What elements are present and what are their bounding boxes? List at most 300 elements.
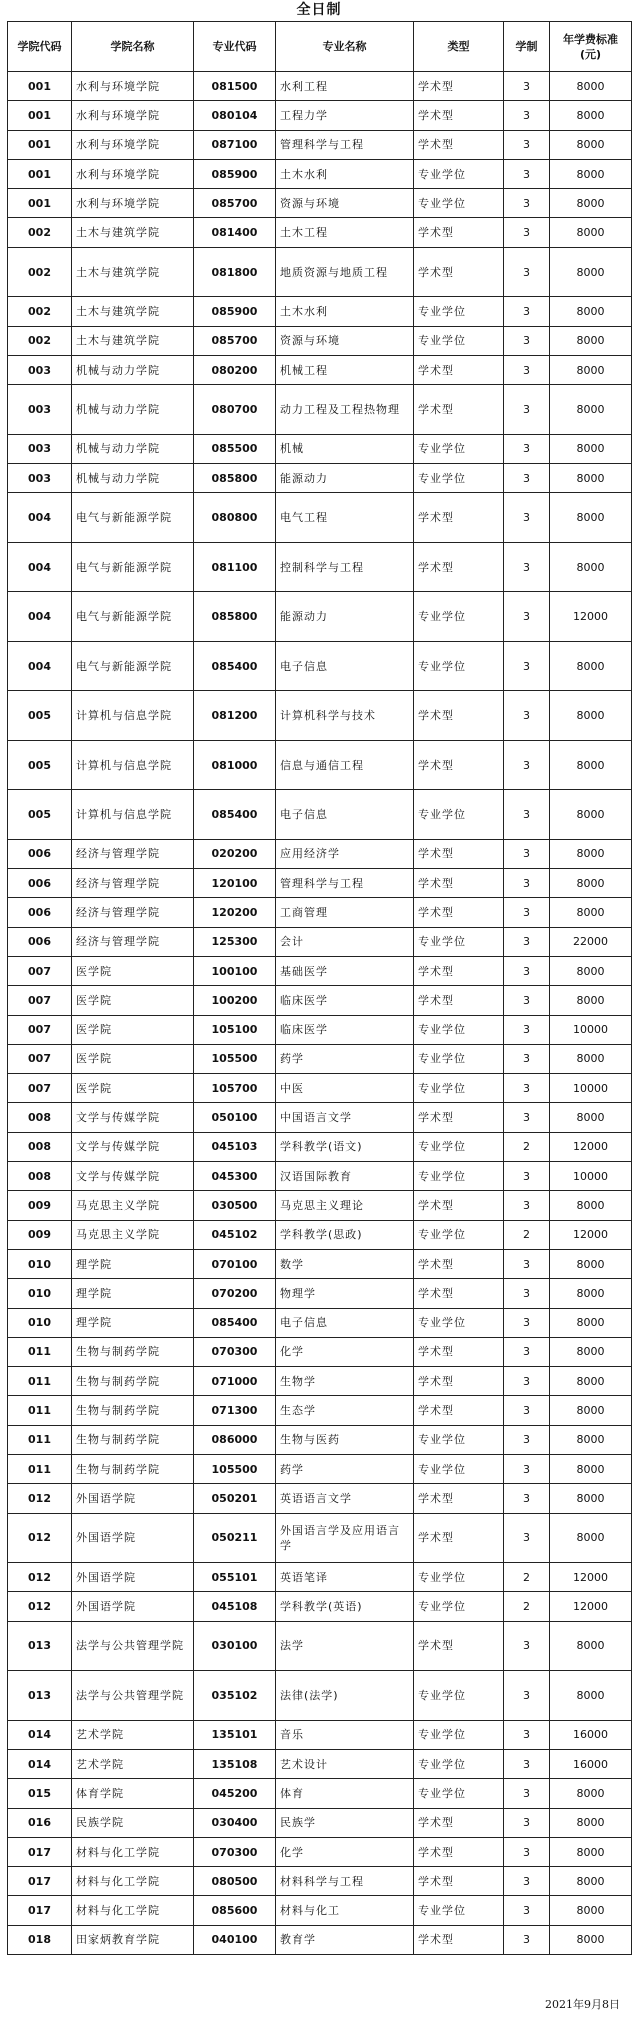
major-code-cell: 125300 [194, 927, 276, 956]
type-cell: 学术型 [414, 1837, 504, 1866]
fee-cell: 8000 [550, 1396, 632, 1425]
college-code-cell: 012 [8, 1563, 72, 1592]
major-name-cell: 法学 [276, 1621, 414, 1671]
college-name-cell: 经济与管理学院 [72, 839, 194, 868]
fee-cell: 8000 [550, 247, 632, 297]
college-code-cell: 001 [8, 101, 72, 130]
duration-cell: 3 [504, 1621, 550, 1671]
duration-cell: 3 [504, 1396, 550, 1425]
duration-cell: 3 [504, 1103, 550, 1132]
header-annual-fee: 年学费标准(元) [550, 22, 632, 72]
fee-cell: 8000 [550, 1621, 632, 1671]
table-row [8, 1925, 632, 1954]
fee-cell: 8000 [550, 1425, 632, 1454]
fee-cell: 8000 [550, 1808, 632, 1837]
table-row [8, 1103, 632, 1132]
college-code-cell: 012 [8, 1592, 72, 1621]
type-cell: 专业学位 [414, 1074, 504, 1103]
table-row [8, 592, 632, 642]
college-name-cell: 理学院 [72, 1308, 194, 1337]
type-cell: 专业学位 [414, 189, 504, 218]
major-name-cell: 管理科学与工程 [276, 869, 414, 898]
duration-cell: 3 [504, 1337, 550, 1366]
major-code-cell: 080200 [194, 355, 276, 384]
header-college-code: 学院代码 [8, 22, 72, 72]
college-name-cell: 经济与管理学院 [72, 869, 194, 898]
table-row [8, 641, 632, 691]
duration-cell: 3 [504, 1867, 550, 1896]
college-name-cell: 水利与环境学院 [72, 189, 194, 218]
table-row [8, 1044, 632, 1073]
major-name-cell: 物理学 [276, 1279, 414, 1308]
major-name-cell: 学科教学(英语) [276, 1592, 414, 1621]
fee-cell: 12000 [550, 1592, 632, 1621]
header-duration: 学制 [504, 22, 550, 72]
major-name-cell: 体育 [276, 1779, 414, 1808]
major-code-cell: 080700 [194, 385, 276, 435]
table-row [8, 385, 632, 435]
major-name-cell: 音乐 [276, 1720, 414, 1749]
major-name-cell: 资源与环境 [276, 189, 414, 218]
duration-cell: 3 [504, 927, 550, 956]
table-row [8, 986, 632, 1015]
college-name-cell: 文学与传媒学院 [72, 1103, 194, 1132]
college-code-cell: 011 [8, 1367, 72, 1396]
duration-cell: 3 [504, 1671, 550, 1721]
college-code-cell: 007 [8, 1074, 72, 1103]
duration-cell: 3 [504, 1191, 550, 1220]
table-row [8, 1074, 632, 1103]
type-cell: 专业学位 [414, 1308, 504, 1337]
major-code-cell: 085400 [194, 1308, 276, 1337]
fee-cell: 8000 [550, 1044, 632, 1073]
college-name-cell: 计算机与信息学院 [72, 740, 194, 790]
table-row [8, 493, 632, 543]
major-code-cell: 085500 [194, 434, 276, 463]
fee-cell: 8000 [550, 641, 632, 691]
duration-cell: 3 [504, 740, 550, 790]
major-name-cell: 材料科学与工程 [276, 1867, 414, 1896]
table-row [8, 1425, 632, 1454]
type-cell: 专业学位 [414, 1044, 504, 1073]
college-name-cell: 经济与管理学院 [72, 898, 194, 927]
college-name-cell: 机械与动力学院 [72, 355, 194, 384]
major-code-cell: 085800 [194, 592, 276, 642]
type-cell: 专业学位 [414, 1749, 504, 1778]
table-row [8, 1592, 632, 1621]
table-row [8, 691, 632, 741]
duration-cell: 2 [504, 1220, 550, 1249]
major-name-cell: 中医 [276, 1074, 414, 1103]
type-cell: 专业学位 [414, 641, 504, 691]
duration-cell: 3 [504, 1837, 550, 1866]
duration-cell: 3 [504, 790, 550, 840]
major-code-cell: 081200 [194, 691, 276, 741]
duration-cell: 3 [504, 839, 550, 868]
college-name-cell: 材料与化工学院 [72, 1837, 194, 1866]
college-code-cell: 017 [8, 1896, 72, 1925]
fee-cell: 10000 [550, 1074, 632, 1103]
duration-cell: 3 [504, 1367, 550, 1396]
college-name-cell: 医学院 [72, 986, 194, 1015]
fee-cell: 16000 [550, 1749, 632, 1778]
type-cell: 学术型 [414, 956, 504, 985]
major-name-cell: 水利工程 [276, 72, 414, 101]
college-name-cell: 生物与制药学院 [72, 1396, 194, 1425]
college-name-cell: 文学与传媒学院 [72, 1162, 194, 1191]
duration-cell: 3 [504, 1279, 550, 1308]
fee-cell: 12000 [550, 592, 632, 642]
college-code-cell: 002 [8, 218, 72, 247]
college-code-cell: 006 [8, 898, 72, 927]
major-name-cell: 化学 [276, 1837, 414, 1866]
duration-cell: 3 [504, 869, 550, 898]
fee-cell: 8000 [550, 1925, 632, 1954]
duration-cell: 3 [504, 691, 550, 741]
duration-cell: 3 [504, 326, 550, 355]
college-name-cell: 医学院 [72, 1044, 194, 1073]
fee-cell: 8000 [550, 1191, 632, 1220]
table-row [8, 159, 632, 188]
college-name-cell: 生物与制药学院 [72, 1337, 194, 1366]
college-name-cell: 经济与管理学院 [72, 927, 194, 956]
duration-cell: 3 [504, 159, 550, 188]
type-cell: 专业学位 [414, 463, 504, 492]
table-body [8, 72, 632, 1955]
fee-cell: 8000 [550, 790, 632, 840]
fee-cell: 8000 [550, 434, 632, 463]
table-row [8, 326, 632, 355]
major-name-cell: 会计 [276, 927, 414, 956]
college-name-cell: 生物与制药学院 [72, 1455, 194, 1484]
college-code-cell: 011 [8, 1425, 72, 1454]
type-cell: 学术型 [414, 247, 504, 297]
major-code-cell: 100200 [194, 986, 276, 1015]
college-name-cell: 水利与环境学院 [72, 101, 194, 130]
fee-cell: 8000 [550, 1671, 632, 1721]
type-cell: 专业学位 [414, 790, 504, 840]
duration-cell: 3 [504, 218, 550, 247]
major-name-cell: 马克思主义理论 [276, 1191, 414, 1220]
major-code-cell: 081500 [194, 72, 276, 101]
major-name-cell: 民族学 [276, 1808, 414, 1837]
major-code-cell: 135108 [194, 1749, 276, 1778]
table-row [8, 927, 632, 956]
major-name-cell: 动力工程及工程热物理 [276, 385, 414, 435]
major-name-cell: 土木水利 [276, 297, 414, 326]
major-name-cell: 土木水利 [276, 159, 414, 188]
major-name-cell: 资源与环境 [276, 326, 414, 355]
type-cell: 专业学位 [414, 297, 504, 326]
table-row [8, 869, 632, 898]
college-code-cell: 013 [8, 1621, 72, 1671]
fee-cell: 8000 [550, 1513, 632, 1563]
table-row [8, 839, 632, 868]
college-name-cell: 法学与公共管理学院 [72, 1621, 194, 1671]
major-code-cell: 045103 [194, 1132, 276, 1161]
college-name-cell: 医学院 [72, 1015, 194, 1044]
fee-cell: 8000 [550, 1308, 632, 1337]
major-name-cell: 工程力学 [276, 101, 414, 130]
table-row [8, 1720, 632, 1749]
college-code-cell: 010 [8, 1249, 72, 1278]
table-row [8, 1837, 632, 1866]
fee-cell: 8000 [550, 1279, 632, 1308]
college-name-cell: 艺术学院 [72, 1749, 194, 1778]
duration-cell: 3 [504, 956, 550, 985]
college-name-cell: 材料与化工学院 [72, 1896, 194, 1925]
type-cell: 学术型 [414, 542, 504, 592]
type-cell: 学术型 [414, 1249, 504, 1278]
college-code-cell: 014 [8, 1749, 72, 1778]
type-cell: 学术型 [414, 101, 504, 130]
college-name-cell: 土木与建筑学院 [72, 247, 194, 297]
table-row [8, 1337, 632, 1366]
college-name-cell: 理学院 [72, 1279, 194, 1308]
college-name-cell: 机械与动力学院 [72, 434, 194, 463]
major-code-cell: 040100 [194, 1925, 276, 1954]
table-row [8, 1513, 632, 1563]
fee-cell: 8000 [550, 1896, 632, 1925]
college-code-cell: 002 [8, 247, 72, 297]
table-row [8, 1367, 632, 1396]
table-row [8, 898, 632, 927]
major-name-cell: 学科教学(思政) [276, 1220, 414, 1249]
table-row [8, 1808, 632, 1837]
table-row [8, 1749, 632, 1778]
major-name-cell: 机械工程 [276, 355, 414, 384]
major-name-cell: 应用经济学 [276, 839, 414, 868]
major-name-cell: 能源动力 [276, 463, 414, 492]
major-code-cell: 085700 [194, 326, 276, 355]
fee-cell: 8000 [550, 691, 632, 741]
major-code-cell: 030400 [194, 1808, 276, 1837]
table-row [8, 101, 632, 130]
type-cell: 学术型 [414, 385, 504, 435]
major-code-cell: 085400 [194, 641, 276, 691]
table-row [8, 355, 632, 384]
fee-cell: 12000 [550, 1132, 632, 1161]
table-row [8, 1279, 632, 1308]
duration-cell: 2 [504, 1592, 550, 1621]
college-code-cell: 013 [8, 1671, 72, 1721]
major-code-cell: 081800 [194, 247, 276, 297]
duration-cell: 3 [504, 1749, 550, 1778]
fee-cell: 8000 [550, 1455, 632, 1484]
duration-cell: 3 [504, 1015, 550, 1044]
fee-cell: 8000 [550, 72, 632, 101]
college-name-cell: 田家炳教育学院 [72, 1925, 194, 1954]
fee-cell: 8000 [550, 1484, 632, 1513]
college-code-cell: 014 [8, 1720, 72, 1749]
type-cell: 学术型 [414, 691, 504, 741]
major-name-cell: 工商管理 [276, 898, 414, 927]
fee-cell: 16000 [550, 1720, 632, 1749]
type-cell: 专业学位 [414, 1896, 504, 1925]
college-code-cell: 007 [8, 986, 72, 1015]
college-code-cell: 002 [8, 326, 72, 355]
duration-cell: 3 [504, 355, 550, 384]
major-code-cell: 071000 [194, 1367, 276, 1396]
college-code-cell: 012 [8, 1513, 72, 1563]
major-name-cell: 学科教学(语文) [276, 1132, 414, 1161]
college-code-cell: 003 [8, 355, 72, 384]
major-name-cell: 管理科学与工程 [276, 130, 414, 159]
header-major-name: 专业名称 [276, 22, 414, 72]
college-name-cell: 理学院 [72, 1249, 194, 1278]
fee-cell: 8000 [550, 101, 632, 130]
college-code-cell: 001 [8, 130, 72, 159]
major-code-cell: 050100 [194, 1103, 276, 1132]
major-code-cell: 105500 [194, 1044, 276, 1073]
major-code-cell: 087100 [194, 130, 276, 159]
table-row [8, 1779, 632, 1808]
major-name-cell: 电子信息 [276, 790, 414, 840]
duration-cell: 3 [504, 1455, 550, 1484]
college-code-cell: 004 [8, 641, 72, 691]
college-code-cell: 009 [8, 1220, 72, 1249]
fee-cell: 10000 [550, 1015, 632, 1044]
type-cell: 学术型 [414, 898, 504, 927]
fee-cell: 8000 [550, 326, 632, 355]
duration-cell: 3 [504, 986, 550, 1015]
fee-cell: 8000 [550, 740, 632, 790]
college-code-cell: 003 [8, 463, 72, 492]
major-code-cell: 050201 [194, 1484, 276, 1513]
college-name-cell: 计算机与信息学院 [72, 691, 194, 741]
duration-cell: 3 [504, 1425, 550, 1454]
major-code-cell: 080104 [194, 101, 276, 130]
college-code-cell: 004 [8, 592, 72, 642]
college-code-cell: 016 [8, 1808, 72, 1837]
type-cell: 学术型 [414, 355, 504, 384]
tuition-fee-table [7, 21, 632, 1955]
type-cell: 专业学位 [414, 1720, 504, 1749]
type-cell: 专业学位 [414, 326, 504, 355]
major-code-cell: 105700 [194, 1074, 276, 1103]
type-cell: 学术型 [414, 1367, 504, 1396]
table-row [8, 1191, 632, 1220]
college-code-cell: 002 [8, 297, 72, 326]
fee-cell: 8000 [550, 130, 632, 159]
type-cell: 专业学位 [414, 1162, 504, 1191]
college-name-cell: 材料与化工学院 [72, 1867, 194, 1896]
fee-cell: 8000 [550, 956, 632, 985]
major-name-cell: 计算机科学与技术 [276, 691, 414, 741]
duration-cell: 3 [504, 189, 550, 218]
duration-cell: 3 [504, 297, 550, 326]
fee-cell: 8000 [550, 1337, 632, 1366]
duration-cell: 3 [504, 1249, 550, 1278]
type-cell: 学术型 [414, 218, 504, 247]
college-name-cell: 生物与制药学院 [72, 1425, 194, 1454]
type-cell: 学术型 [414, 1513, 504, 1563]
type-cell: 学术型 [414, 1867, 504, 1896]
major-code-cell: 045300 [194, 1162, 276, 1191]
fee-cell: 8000 [550, 1779, 632, 1808]
major-code-cell: 080800 [194, 493, 276, 543]
duration-cell: 3 [504, 385, 550, 435]
major-code-cell: 045200 [194, 1779, 276, 1808]
college-code-cell: 007 [8, 1015, 72, 1044]
college-name-cell: 生物与制药学院 [72, 1367, 194, 1396]
college-code-cell: 003 [8, 434, 72, 463]
major-code-cell: 105500 [194, 1455, 276, 1484]
major-name-cell: 能源动力 [276, 592, 414, 642]
college-code-cell: 003 [8, 385, 72, 435]
college-name-cell: 计算机与信息学院 [72, 790, 194, 840]
college-code-cell: 006 [8, 927, 72, 956]
college-code-cell: 007 [8, 1044, 72, 1073]
fee-cell: 22000 [550, 927, 632, 956]
table-row [8, 1162, 632, 1191]
duration-cell: 3 [504, 1808, 550, 1837]
table-row [8, 956, 632, 985]
major-code-cell: 120100 [194, 869, 276, 898]
header-major-code: 专业代码 [194, 22, 276, 72]
fee-cell: 8000 [550, 1837, 632, 1866]
college-code-cell: 009 [8, 1191, 72, 1220]
table-header [8, 22, 632, 72]
college-code-cell: 017 [8, 1837, 72, 1866]
type-cell: 学术型 [414, 1621, 504, 1671]
major-code-cell: 030100 [194, 1621, 276, 1671]
major-name-cell: 汉语国际教育 [276, 1162, 414, 1191]
major-name-cell: 电子信息 [276, 641, 414, 691]
duration-cell: 3 [504, 1779, 550, 1808]
type-cell: 学术型 [414, 130, 504, 159]
major-code-cell: 081100 [194, 542, 276, 592]
type-cell: 专业学位 [414, 1132, 504, 1161]
fee-cell: 8000 [550, 463, 632, 492]
fee-cell: 8000 [550, 189, 632, 218]
header-row [8, 22, 632, 72]
major-name-cell: 艺术设计 [276, 1749, 414, 1778]
duration-cell: 3 [504, 1513, 550, 1563]
major-name-cell: 英语语言文学 [276, 1484, 414, 1513]
college-name-cell: 民族学院 [72, 1808, 194, 1837]
major-name-cell: 电子信息 [276, 1308, 414, 1337]
type-cell: 学术型 [414, 1103, 504, 1132]
major-code-cell: 035102 [194, 1671, 276, 1721]
table-row [8, 1015, 632, 1044]
fee-cell: 8000 [550, 297, 632, 326]
college-name-cell: 电气与新能源学院 [72, 592, 194, 642]
college-code-cell: 008 [8, 1103, 72, 1132]
type-cell: 专业学位 [414, 927, 504, 956]
type-cell: 专业学位 [414, 1563, 504, 1592]
college-code-cell: 015 [8, 1779, 72, 1808]
fee-cell: 8000 [550, 1103, 632, 1132]
major-code-cell: 080500 [194, 1867, 276, 1896]
major-code-cell: 050211 [194, 1513, 276, 1563]
table-row [8, 1563, 632, 1592]
type-cell: 学术型 [414, 1484, 504, 1513]
college-code-cell: 017 [8, 1867, 72, 1896]
college-code-cell: 005 [8, 790, 72, 840]
major-code-cell: 045102 [194, 1220, 276, 1249]
type-cell: 专业学位 [414, 1425, 504, 1454]
college-name-cell: 体育学院 [72, 1779, 194, 1808]
type-cell: 学术型 [414, 869, 504, 898]
duration-cell: 2 [504, 1563, 550, 1592]
type-cell: 学术型 [414, 493, 504, 543]
college-name-cell: 电气与新能源学院 [72, 641, 194, 691]
college-code-cell: 005 [8, 691, 72, 741]
table-row [8, 1396, 632, 1425]
college-code-cell: 010 [8, 1279, 72, 1308]
college-name-cell: 医学院 [72, 1074, 194, 1103]
